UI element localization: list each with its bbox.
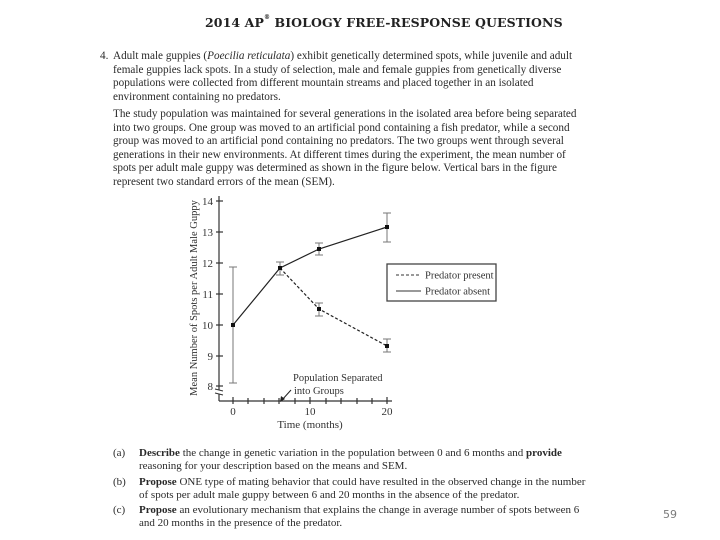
svg-text:8: 8 [207,381,213,393]
part-b-label: (b) [113,476,126,488]
series-predator-absent [233,227,387,325]
part-a-verb-describe: Describe [139,447,180,459]
svg-text:12: 12 [202,258,213,270]
species-name: Poecilia reticulata [207,50,291,62]
svg-text:9: 9 [207,351,213,363]
part-a-verb-provide: provide [526,447,562,459]
intro-text-2: ) exhibit genetically determined spots, while juvenile and adult female guppies lack spots. In a study of selection, male and female guppies from genetically diverse populations were collected from different mountain streams and placed together in an isolated environment containing no predators. [113,50,573,103]
header-year: 2014 [205,15,241,30]
svg-text:10: 10 [202,320,213,332]
question-paragraph-2: The study population was maintained for several generations in the isolated area before being separated into two groups. One group was moved to an artificial pond containing a fish predator, while a second group was moved to an artificial pond containing no predators. The two groups went through several generations in their new environments. At different times during the experiment, the mean number of spots per adult male guppy was determined as shown in the figure below. Vertical bars in the figure represent two standard errors of the mean (SEM). [113,108,577,188]
part-b-text-1: ONE type of mating behavior that could have resulted in the observed change in the number of spots per adult male guppy between 6 and 20 months in the absence of the predator. [139,476,586,501]
part-a-text-2: reasoning for your description based on the means and SEM. [139,460,408,472]
svg-text:14: 14 [202,196,213,208]
guppy-spots-chart [180,188,510,438]
registered-mark: ® [263,14,271,21]
legend-predator-absent: Predator absent [425,286,491,298]
part-b-text [139,476,593,502]
part-a-text [139,447,593,473]
part-c-text [139,504,593,530]
header-ap: AP [244,15,264,30]
page-header [205,15,563,30]
y-tick-labels [202,196,214,393]
question-part-b [113,476,593,502]
y-axis-label: Mean Number of Spots per Adult Male Guppy [189,200,200,396]
svg-text:13: 13 [202,227,213,239]
part-b-verb-propose: Propose [139,476,177,488]
separation-annotation [280,373,383,402]
part-c-label: (c) [113,504,126,516]
header-title: BIOLOGY FREE-RESPONSE QUESTIONS [274,15,563,30]
part-a-label: (a) [113,447,126,459]
svg-text:11: 11 [202,289,213,301]
legend-predator-present: Predator present [425,270,494,282]
chart-legend [387,264,496,301]
x-tick-labels [230,406,393,418]
page-number: 59 [663,508,677,521]
svg-text:0: 0 [230,406,236,418]
part-a-text-1: the change in genetic variation in the population between 0 and 6 months and [179,447,527,459]
series-predator-present [280,268,387,346]
question-number: 4. [100,50,109,62]
part-c-text-1: an evolutionary mechanism that explains the change in average number of spots between 6 and 20 months in the presence of the predator. [139,504,580,529]
error-bars [229,213,391,383]
intro-text-1: Adult male guppies ( [113,50,208,62]
data-points [231,225,389,348]
question-part-a [113,447,593,473]
svg-text:into Groups: into Groups [294,386,344,397]
question-part-c [113,504,593,530]
svg-text:Population Separated: Population Separated [293,373,383,384]
svg-text:10: 10 [304,406,316,418]
x-axis-label: Time (months) [277,419,343,431]
part-c-verb-propose: Propose [139,504,177,516]
svg-text:20: 20 [381,406,393,418]
question-intro [113,50,591,104]
